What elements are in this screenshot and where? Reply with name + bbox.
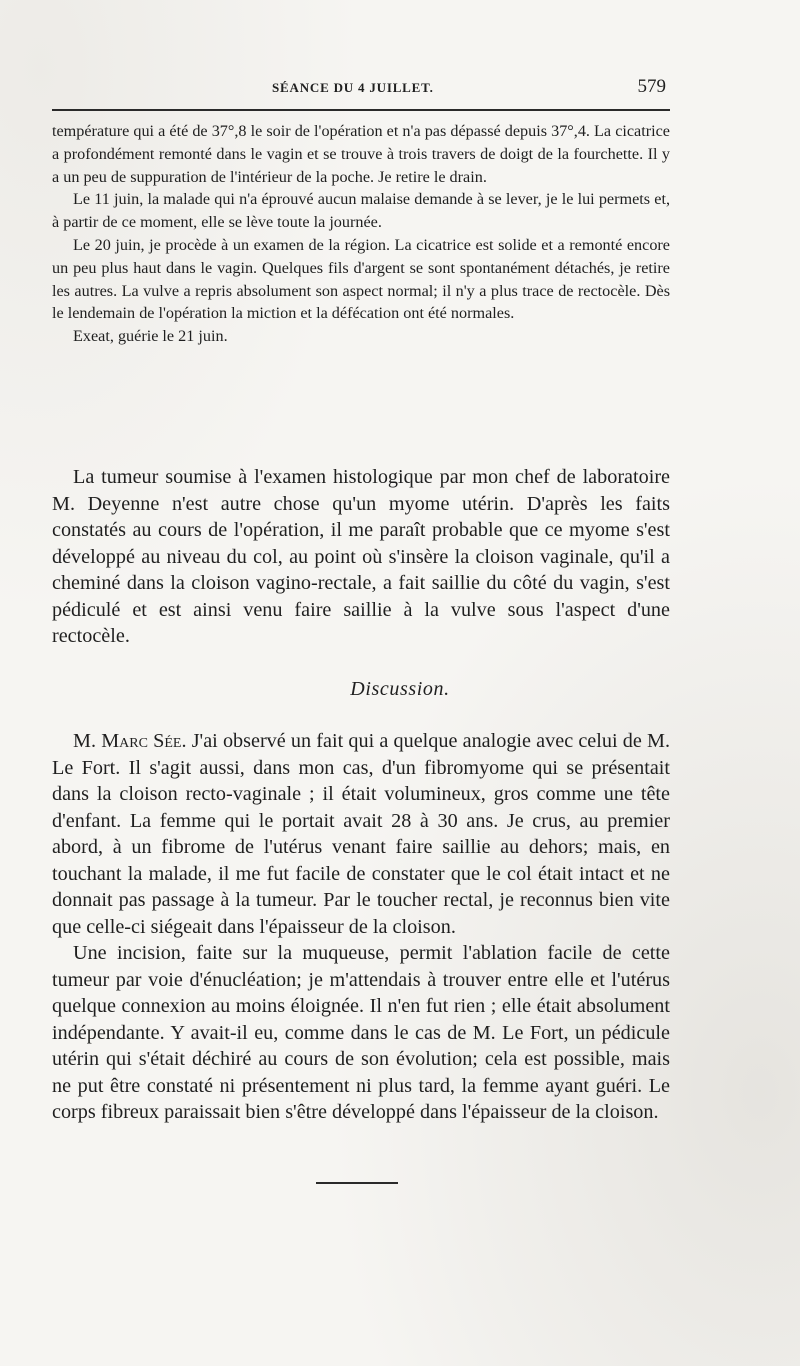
discussion-paragraph-2: Une incision, faite sur la muqueuse, permit l'ablation facile de cette tumeur par voie d'énucléation; je m'attendais à trouver entre elle et l'utérus quelque connexion au moins éloignée. Il n'en fut rien ; elle était absolument indépendante. Y avait-il eu, comme dans le cas de M. Le Fort, un pédicule utérin qui s'était déchiré au cours de son évolution; cela est possible, mais ne put être constaté ni présentement ni plus tard, la femme ayant guéri. Le corps fibreux paraissait bien s'être développé dans l'épaisseur de la cloison.: [52, 942, 670, 1123]
discussion-paragraph-1: [52, 728, 670, 940]
case-report-paragraph-1: température qui a été de 37°,8 le soir de l'opération et n'a pas dépassé depuis 37°,4. La cicatrice a profondément remonté dans le vagin et se trouve à trois travers de doigt de la fourchette. Il y a un peu de suppuration de l'intérieur de la poche. Je retire le drain.: [52, 122, 670, 186]
speaker-prefix: M.: [73, 730, 102, 752]
case-report-paragraph-4: Exeat, guérie le 21 juin.: [73, 327, 228, 346]
discussion-paragraph-1-text: J'ai observé un fait qui a quelque analogie avec celui de M. Le Fort. Il s'agit aussi, dans mon cas, d'un fibromyome qui se présentait dans la cloison recto-vaginale ; il était volumineux, gros comme une tête d'enfant. La femme qui le portait avait 28 à 30 ans. Je crus, au premier abord, à un fibrome de l'utérus venant faire saillie au dehors; mais, en touchant la malade, il me fut facile de constater que le col était intact et ne donnait pas passage à la tumeur. Par le toucher rectal, je reconnus bien vite que celle-ci siégeait dans l'épaisseur de la cloison.: [52, 730, 671, 938]
running-head: SÉANCE DU 4 JUILLET.: [272, 80, 434, 95]
discussion-heading: Discussion.: [350, 678, 450, 700]
case-report-paragraph-3: Le 20 juin, je procède à un examen de la région. La cicatrice est solide et a remonté encore un peu plus haut dans le vagin. Quelques fils d'argent se sont spontanément détachés, je retire les autres. La vulve a repris absolument son aspect normal; il n'y a plus trace de rectocèle. Dès le lendemain de l'opération la miction et la défécation ont été normales.: [52, 235, 670, 323]
speaker-name: Marc Sée: [101, 730, 182, 752]
end-rule: [316, 1182, 398, 1184]
header-rule: [52, 109, 670, 111]
speaker-suffix: .: [181, 730, 192, 752]
page-header: [52, 76, 670, 106]
page-number: 579: [637, 76, 666, 97]
conclusion-section: [52, 464, 670, 650]
case-report-section: [52, 120, 670, 348]
conclusion-paragraph: La tumeur soumise à l'examen histologique par mon chef de laboratoire M. Deyenne n'est autre chose qu'un myome utérin. D'après les faits constatés au cours de l'opération, il me paraît probable que ce myome s'est développé au niveau du col, au point où s'insère la cloison vaginale, qu'il a cheminé dans la cloison vagino-rectale, a fait saillie du côté du vagin, s'est pédiculé et est ainsi venu faire saillie à la vulve sous l'aspect d'une rectocèle.: [52, 466, 670, 647]
discussion-section: [52, 728, 670, 1126]
case-report-paragraph-2: Le 11 juin, la malade qui n'a éprouvé aucun malaise demande à se lever, je le lui permets et, à partir de ce moment, elle se lève toute la journée.: [52, 190, 670, 232]
